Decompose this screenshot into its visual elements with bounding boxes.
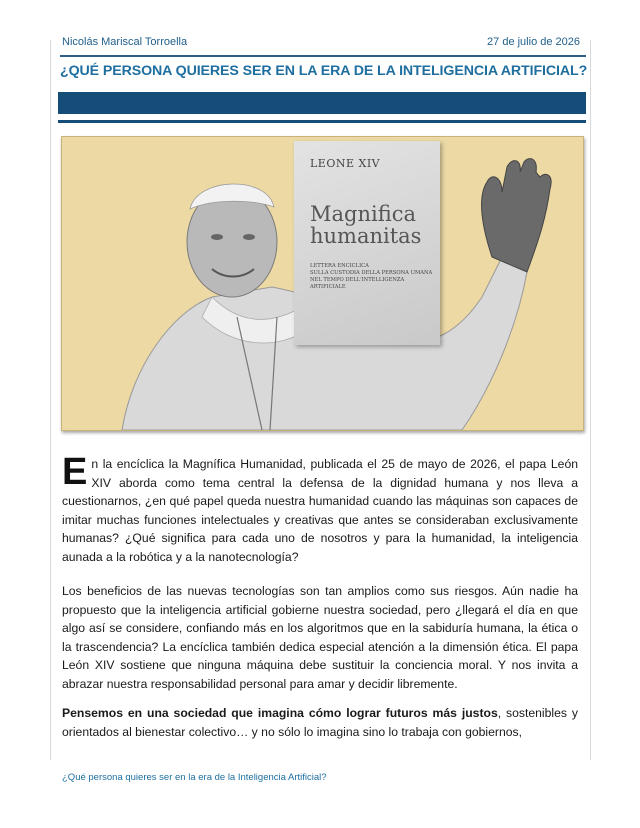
book-title-line-2: humanitas [310, 224, 422, 248]
drop-cap: E [62, 451, 88, 493]
author-name: Nicolás Mariscal Torroella [62, 36, 188, 48]
title-bar [58, 92, 586, 114]
publication-date: 27 de julio de 2026 [487, 36, 580, 48]
header-rule [60, 55, 586, 57]
encyclical-book-cover [294, 141, 440, 345]
book-subtitle-line-1: LETTERA ENCICLICA [310, 263, 369, 269]
book-author: LEONE XIV [310, 157, 381, 170]
book-title [310, 203, 421, 247]
paragraph-3-emphasis: Pensemos en una sociedad que imagina cómo lograr futuros más justos [62, 706, 498, 720]
left-margin-line [50, 40, 51, 760]
article-paragraph-1 [62, 451, 578, 567]
paragraph-3-text: , sostenibles y orientados al bienestar colectivo… y no sólo lo imagina sino lo trabaja con gobiernos, [62, 706, 578, 739]
page-footer: ¿Qué persona quieres ser en la era de la Inteligencia Artificial? [62, 772, 327, 783]
page-title: ¿QUÉ PERSONA QUIERES SER EN LA ERA DE LA INTELIGENCIA ARTIFICIAL? [60, 63, 588, 79]
book-subtitle-line-3: NEL TEMPO DELL'INTELLIGENZA ARTIFICIALE [310, 277, 405, 290]
paragraph-1-text: n la encíclica la Magnífica Humanidad, publicada el 25 de mayo de 2026, el papa León XIV aborda como tema central la defensa de la dignidad humana y nos lleva a cuestionarnos, ¿en qué papel queda nuestra humanidad cuando las máquinas son capaces de imitar muchas funciones intelectuales y creativas que antes se consideraban exclusivamente humanas? ¿Qué significa para cada uno de nosotros y para la humanidad, la inteligencia aunada a la robótica y a la nanotecnología? [62, 457, 578, 564]
book-subtitle-line-2: SULLA CUSTODIA DELLA PERSONA UMANA [310, 270, 433, 276]
book-title-line-1: Magnifica [310, 202, 416, 226]
article-photo [61, 136, 584, 431]
book-subtitle [310, 263, 434, 291]
page-header [62, 36, 580, 56]
right-margin-line [590, 40, 591, 760]
article-paragraph-2: Los beneficios de las nuevas tecnologías son tan amplios como sus riesgos. Aún nadie ha propuesto que la inteligencia artificial gobierne nuestra sociedad, pero ¿llegará el día en que algo así se considere, confiando más en los algoritmos que en la sabiduría humana, la ética o la trascendencia? La encíclica también dedica especial atención a la dimensión ética. El papa León XIV sostiene que ninguna máquina debe sustituir la conciencia moral. Y nos invita a abrazar nuestra responsabilidad personal para amar y decidir libremente. [62, 584, 578, 691]
article-paragraph-3 [62, 704, 578, 741]
title-rule [58, 120, 586, 123]
